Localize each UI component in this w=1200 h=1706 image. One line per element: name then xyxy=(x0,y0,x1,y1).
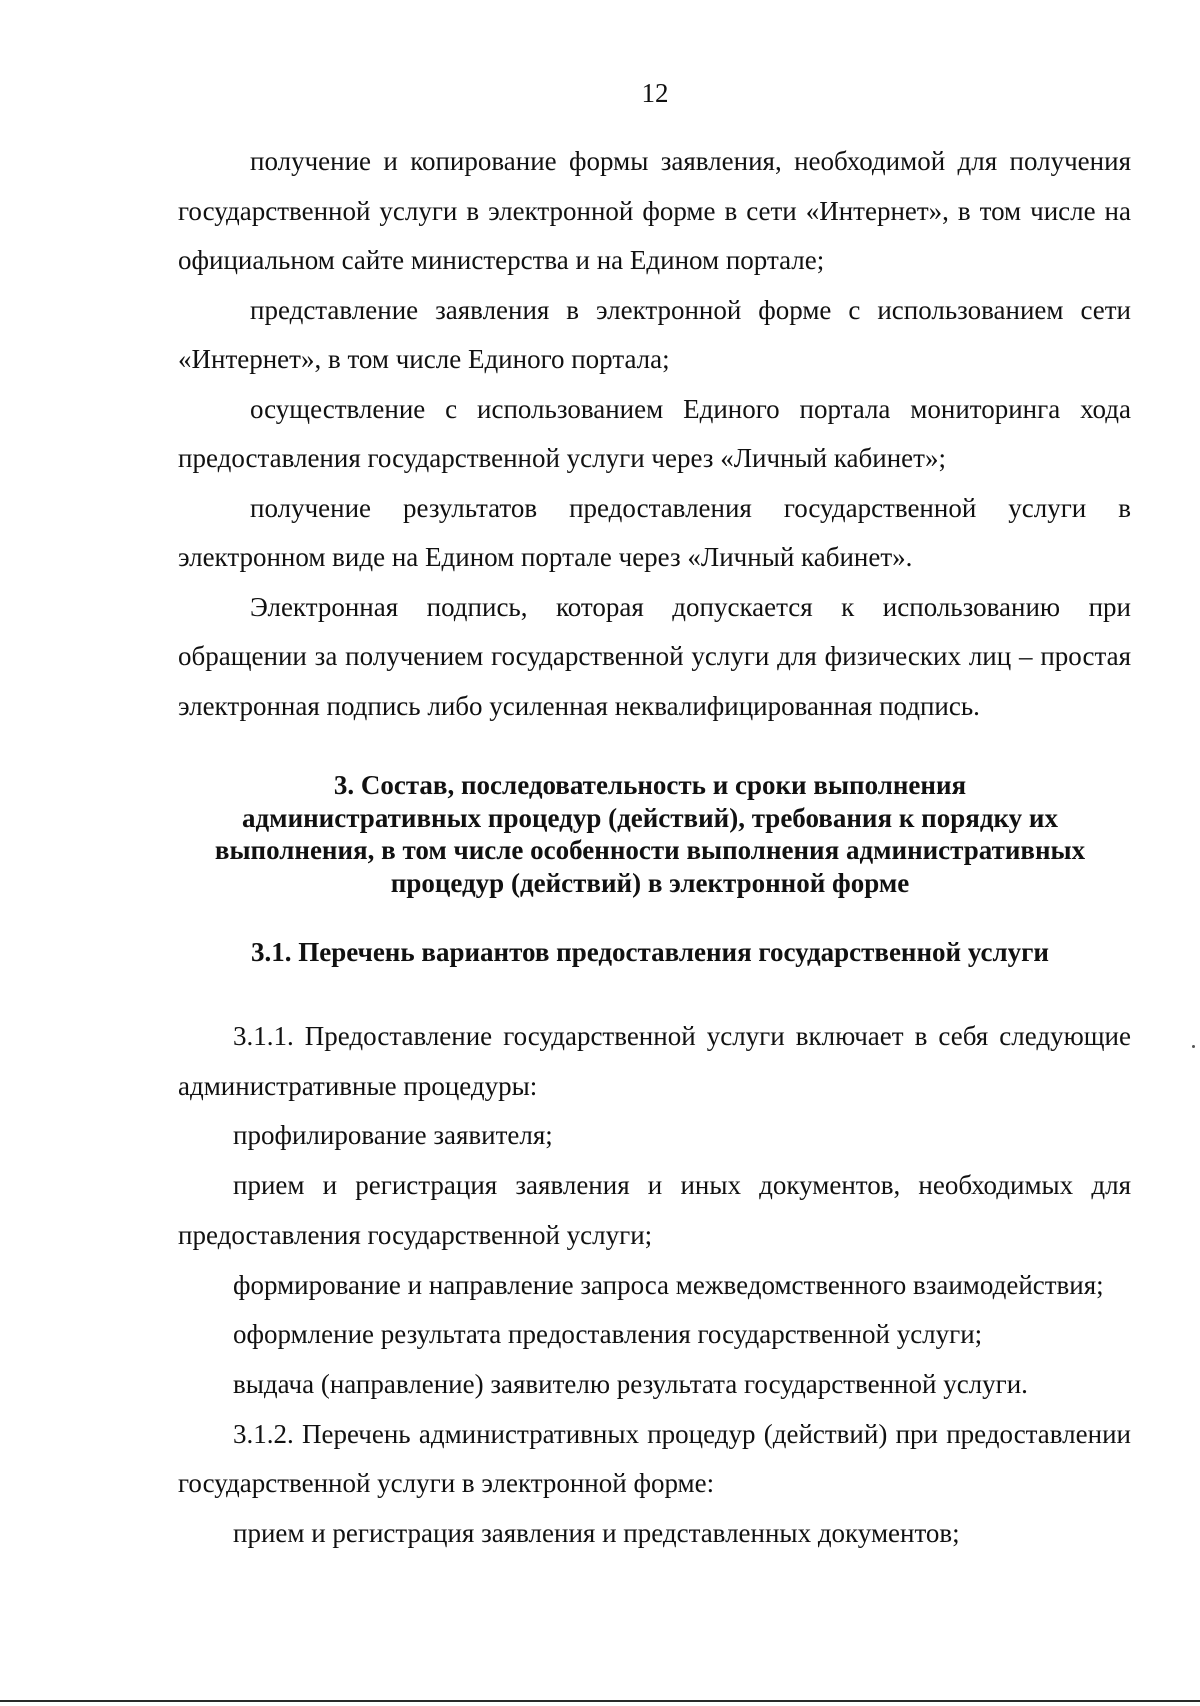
list-item: прием и регистрация заявления и иных документов, необходимых для предоставления государственной услуги; xyxy=(178,1170,1131,1250)
paragraph: 3.1.2. Перечень административных процедур (действий) при предоставлении государственной услуги в электронной форме: xyxy=(178,1418,1131,1499)
list-item: профилирование заявителя; xyxy=(233,1120,553,1151)
paragraph: получение и копирование формы заявления, необходимой для получения государственной услуги в электронной форме в сети «Интернет», в том числе на официальном сайте министерства и на Едином портале; xyxy=(178,146,1131,275)
page-number: 12 xyxy=(641,78,669,108)
body-text-top xyxy=(178,137,1131,731)
paragraph: 3.1.1. Предоставление государственной услуги включает в себя следующие административные процедуры: xyxy=(178,1021,1131,1101)
list-item: оформление результата предоставления государственной услуги; xyxy=(233,1319,983,1350)
heading-line: процедур (действий) в электронной форме xyxy=(390,867,910,898)
heading-line: административных процедур (действий), требования к порядку их xyxy=(242,802,1058,833)
heading-line: 3. Состав, последовательность и сроки выполнения xyxy=(333,770,967,800)
section-heading xyxy=(150,769,1150,899)
list-item: формирование и направление запроса межведомственного взаимодействия; xyxy=(233,1269,1104,1300)
paragraph: представление заявления в электронной форме с использованием сети «Интернет», в том числе Единого портала; xyxy=(178,294,1131,374)
heading-line: выполнения, в том числе особенности выполнения административных xyxy=(214,835,1086,865)
paragraph: осуществление с использованием Единого портала мониторинга хода предоставления государственной услуги через «Личный кабинет»; xyxy=(178,393,1131,473)
paragraph: Электронная подпись, которая допускается к использованию при обращении за получением государственной услуги для физических лиц – простая электронная подпись либо усиленная неквалифицированная подпись. xyxy=(178,591,1131,721)
list-item: выдача (направление) заявителю результата государственной услуги. xyxy=(233,1368,1028,1399)
bottom-scan-edge xyxy=(0,1700,1200,1702)
paragraph: получение результатов предоставления государственной услуги в электронном виде на Едином портале через «Личный кабинет». xyxy=(178,492,1131,572)
scan-speck xyxy=(1192,1045,1195,1048)
list-item: прием и регистрация заявления и представленных документов; xyxy=(233,1518,960,1549)
subsection-heading: 3.1. Перечень вариантов предоставления государственной услуги xyxy=(251,937,1049,967)
body-text-bottom xyxy=(178,1012,1131,1559)
